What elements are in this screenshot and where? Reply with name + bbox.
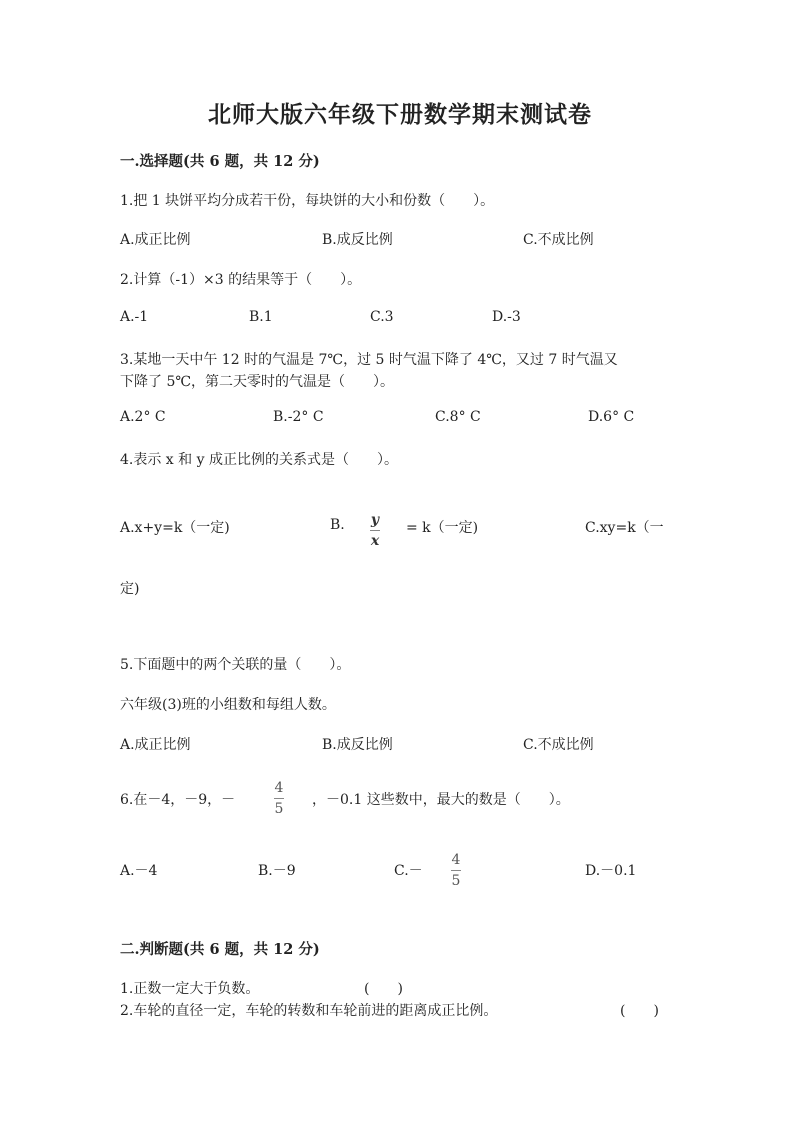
fraction-bar [451, 870, 461, 871]
question-5-text: 5.下面题中的两个关联的量（ ）。 [120, 657, 351, 673]
question-6-prefix: 6.在－4，－9，－ [120, 792, 236, 808]
q4-option-c-line1: C.xy=k（一 [585, 520, 664, 536]
q4-option-c-line2: 定) [120, 581, 140, 597]
question-5-subtext: 六年级(3)班的小组数和每组人数。 [120, 697, 336, 713]
q6-option-b: B.－9 [258, 863, 296, 879]
q3-option-d: D.6° C [588, 409, 635, 425]
q6-option-d: D.－0.1 [585, 863, 637, 879]
question-6-suffix: ，－0.1 这些数中，最大的数是（ ）。 [312, 792, 570, 808]
q2-option-a: A.-1 [120, 309, 149, 325]
q4-option-b-suffix: = k（一定) [406, 520, 479, 536]
q4-option-b-fraction [370, 513, 380, 548]
q6-option-c-fraction [451, 853, 461, 888]
q5-option-a: A.成正比例 [120, 737, 191, 753]
judgement-2-text: 2.车轮的直径一定，车轮的转数和车轮前进的距离成正比例。 [120, 1003, 498, 1019]
q1-option-a: A.成正比例 [120, 232, 191, 248]
q2-option-c: C.3 [370, 309, 394, 325]
q1-option-b: B.成反比例 [322, 232, 393, 248]
q3-option-b: B.-2° C [273, 409, 324, 425]
fraction-denominator: x [370, 533, 380, 549]
q6-option-a: A.－4 [120, 863, 158, 879]
fraction-numerator: 4 [274, 780, 284, 796]
section-heading-judgement: 二.判断题(共 6 题，共 12 分) [120, 941, 320, 958]
fraction-numerator: 4 [451, 852, 461, 868]
fraction-bar [370, 530, 380, 531]
fraction-numerator: y [370, 512, 380, 528]
fraction-denominator: 5 [274, 801, 284, 817]
q2-option-b: B.1 [249, 309, 273, 325]
q6-fraction [274, 781, 284, 816]
q3-option-a: A.2° C [120, 409, 166, 425]
fraction-denominator: 5 [451, 873, 461, 889]
question-4-text: 4.表示 x 和 y 成正比例的关系式是（ ）。 [120, 452, 398, 468]
question-2-text: 2.计算（-1）×3 的结果等于（ ）。 [120, 272, 362, 288]
q4-option-a: A.x+y=k（一定) [120, 520, 230, 536]
fraction-bar [274, 798, 284, 799]
judgement-1-text: 1.正数一定大于负数。 [120, 981, 260, 997]
judgement-2-answer-blank: ( ) [620, 1003, 659, 1019]
q3-option-c: C.8° C [435, 409, 481, 425]
page-title: 北师大版六年级下册数学期末测试卷 [208, 101, 592, 128]
q1-option-c: C.不成比例 [523, 232, 594, 248]
q2-option-d: D.-3 [492, 309, 521, 325]
q4-option-b-label: B. [330, 517, 345, 533]
q6-option-c-label: C.－ [394, 863, 423, 879]
question-3-text-line1: 3.某地一天中午 12 时的气温是 7℃，过 5 时气温下降了 4℃，又过 7 时气温又 [120, 352, 618, 368]
q5-option-b: B.成反比例 [322, 737, 393, 753]
section-heading-choice: 一.选择题(共 6 题，共 12 分) [120, 153, 320, 170]
question-1-text: 1.把 1 块饼平均分成若干份，每块饼的大小和份数（ ）。 [120, 193, 495, 209]
question-3-text-line2: 下降了 5℃，第二天零时的气温是（ ）。 [120, 374, 395, 390]
judgement-1-answer-blank: ( ) [364, 981, 403, 997]
q5-option-c: C.不成比例 [523, 737, 594, 753]
